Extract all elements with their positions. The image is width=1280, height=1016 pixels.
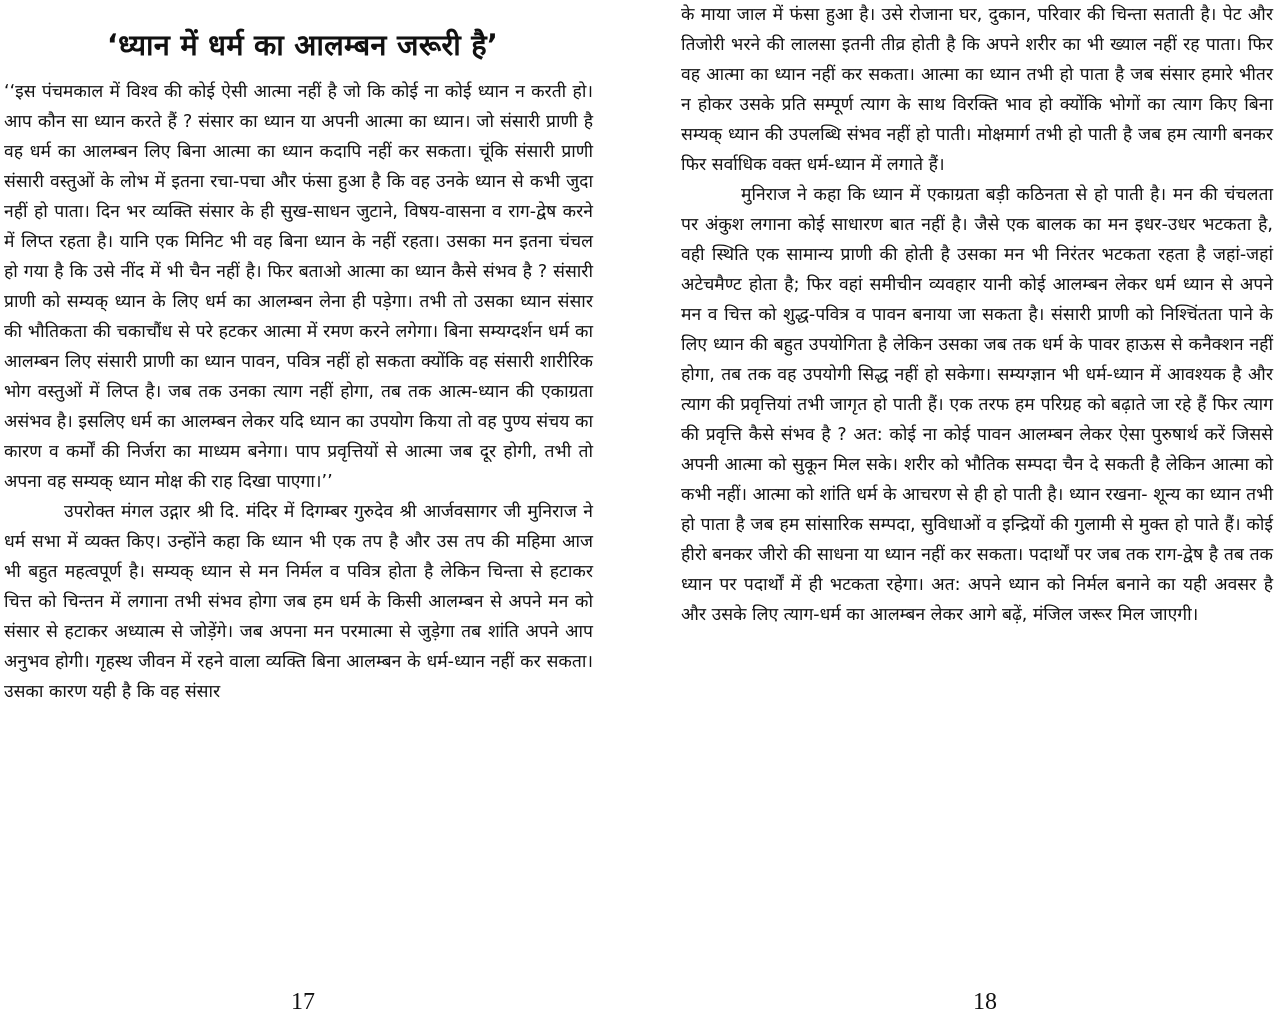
right-page-body — [681, 0, 1273, 630]
article-title: ‘ध्यान में धर्म का आलम्बन जरूरी है’ — [106, 28, 499, 62]
left-paragraph-quote: ‘‘इस पंचमकाल में विश्व की कोई ऐसी आत्मा नहीं है जो कि कोई ना कोई ध्यान न करती हो। आप कौन सा ध्यान करते हैं ? संसार का ध्यान या अपनी आत्मा का ध्यान। जो संसारी प्राणी है वह धर्म का आलम्बन लिए बिना आत्मा का ध्यान कदापि नहीं कर सकता। चूंकि संसारी प्राणी संसारी वस्तुओं के लोभ में इतना रचा-पचा और फंसा हुआ है कि वह उनके ध्यान से कभी जुदा नहीं हो पाता। दिन भर व्यक्ति संसार के ही सुख-साधन जुटाने, विषय-वासना व राग-द्वेष करने में लिप्त रहता है। यानि एक मिनिट भी वह बिना ध्यान के नहीं रहता। उसका मन इतना चंचल हो गया है कि उसे नींद में भी चैन नहीं है। फिर बताओ आत्मा का ध्यान कैसे संभव है ? संसारी प्राणी को सम्यक् ध्यान के लिए धर्म का आलम्बन लेना ही पड़ेगा। तभी तो उसका ध्यान संसार की भौतिकता की चकाचौंध से परे हटकर आत्मा में रमण करने लगेगा। बिना सम्यग्दर्शन धर्म का आलम्बन लिए संसारी प्राणी का ध्यान पावन, पवित्र नहीं हो सकता क्योंकि वह संसारी शारीरिक भोग वस्तुओं में लिप्त है। जब तक उनका त्याग नहीं होगा, तब तक आत्म-ध्यान की एकाग्रता असंभव है। इसलिए धर्म का आलम्बन लेकर यदि ध्यान का उपयोग किया तो वह पुण्य संचय का कारण व कर्मों की निर्जरा का माध्यम बनेगा। पाप प्रवृत्तियों से आत्मा जब दूर होगी, तभी तो अपना वह सम्यक् ध्यान मोक्ष की राह दिखा पाएगा।’’ — [4, 82, 593, 492]
left-paragraph-report: उपरोक्त मंगल उद्गार श्री दि. मंदिर में दिगम्बर गुरुदेव श्री आर्जवसागर जी मुनिराज ने धर्म सभा में व्यक्त किए। उन्होंने कहा कि ध्यान भी एक तप है और उस तप की महिमा आज भी बहुत महत्वपूर्ण है। सम्यक् ध्यान से मन निर्मल व पवित्र होता है लेकिन चिन्ता से हटाकर चित्त को चिन्तन में लगाना तभी संभव होगा जब हम धर्म के किसी आलम्बन से अपने मन को संसार से हटाकर अध्यात्म से जोड़ेंगे। जब अपना मन परमात्मा से जुड़ेगा तब शांति अपने आप अनुभव होगी। गृहस्थ जीवन में रहने वाला व्यक्ति बिना आलम्बन के धर्म-ध्यान नहीं कर सकता। उसका कारण यही है कि वह संसार — [4, 502, 593, 702]
page-number-left: 17 — [291, 989, 315, 1015]
right-paragraph-muniraj: मुनिराज ने कहा कि ध्यान में एकाग्रता बड़ी कठिनता से हो पाती है। मन की चंचलता पर अंकुश लगाना कोई साधारण बात नहीं है। जैसे एक बालक का मन इधर-उधर भटकता है, वही स्थिति एक सामान्य प्राणी की होती है उसका मन भी निरंतर भटकता रहता है जहां-जहां अटेचमैण्ट होता है; फिर वहां समीचीन व्यवहार यानी कोई आलम्बन लेकर धर्म ध्यान से अपने मन व चित्त को शुद्ध-पवित्र व पावन बनाया जा सकता है। संसारी प्राणी को निश्चिंतता पाने के लिए ध्यान की बहुत उपयोगिता है लेकिन उसका जब तक धर्म के पावर हाऊस से कनैक्शन नहीं होगा, तब तक वह उपयोगी सिद्ध नहीं हो सकेगा। सम्यग्ज्ञान भी धर्म-ध्यान में आवश्यक है और त्याग की प्रवृत्तियां तभी जागृत हो पाती हैं। एक तरफ हम परिग्रह को बढ़ाते जा रहे हैं फिर त्याग की प्रवृत्ति कैसे संभव है ? अत: कोई ना कोई पावन आलम्बन लेकर ऐसा पुरुषार्थ करें जिससे अपनी आत्मा को सुकून मिल सके। शरीर को भौतिक सम्पदा चैन दे सकती है लेकिन आत्मा को कभी नहीं। आत्मा को शांति धर्म के आचरण से ही हो पाती है। ध्यान रखना- शून्य का ध्यान तभी हो पाता है जब हम सांसारिक सम्पदा, सुविधाओं व इन्द्रियों की गुलामी से मुक्त हो पाते हैं। कोई हीरो बनकर जीरो की साधना या ध्यान नहीं कर सकता। पदार्थों पर जब तक राग-द्वेष है तब तक ध्यान पर पदार्थों में ही भटकता रहेगा। अत: अपने ध्यान को निर्मल बनाने का यही अवसर है और उसके लिए त्याग-धर्म का आलम्बन लेकर आगे बढ़ें, मंजिल जरूर मिल जाएगी। — [681, 185, 1273, 625]
page-number-right: 18 — [973, 989, 997, 1015]
left-page-body — [4, 77, 593, 707]
right-paragraph-continuation: के माया जाल में फंसा हुआ है। उसे रोजाना घर, दुकान, परिवार की चिन्ता सताती है। पेट और तिजोरी भरने की लालसा इतनी तीव्र होती है कि अपने शरीर का भी ख्याल नहीं रह पाता। फिर वह आत्मा का ध्यान नहीं कर सकता। आत्मा का ध्यान तभी हो पाता है जब संसार हमारे भीतर न होकर उसके प्रति सम्पूर्ण त्याग के साथ विरक्ति भाव हो क्योंकि भोगों का त्याग किए बिना सम्यक् ध्यान की उपलब्धि संभव नहीं हो पाती। मोक्षमार्ग तभी हो पाती है जब हम त्यागी बनकर फिर सर्वाधिक वक्त धर्म-ध्यान में लगाते हैं। — [681, 5, 1273, 175]
